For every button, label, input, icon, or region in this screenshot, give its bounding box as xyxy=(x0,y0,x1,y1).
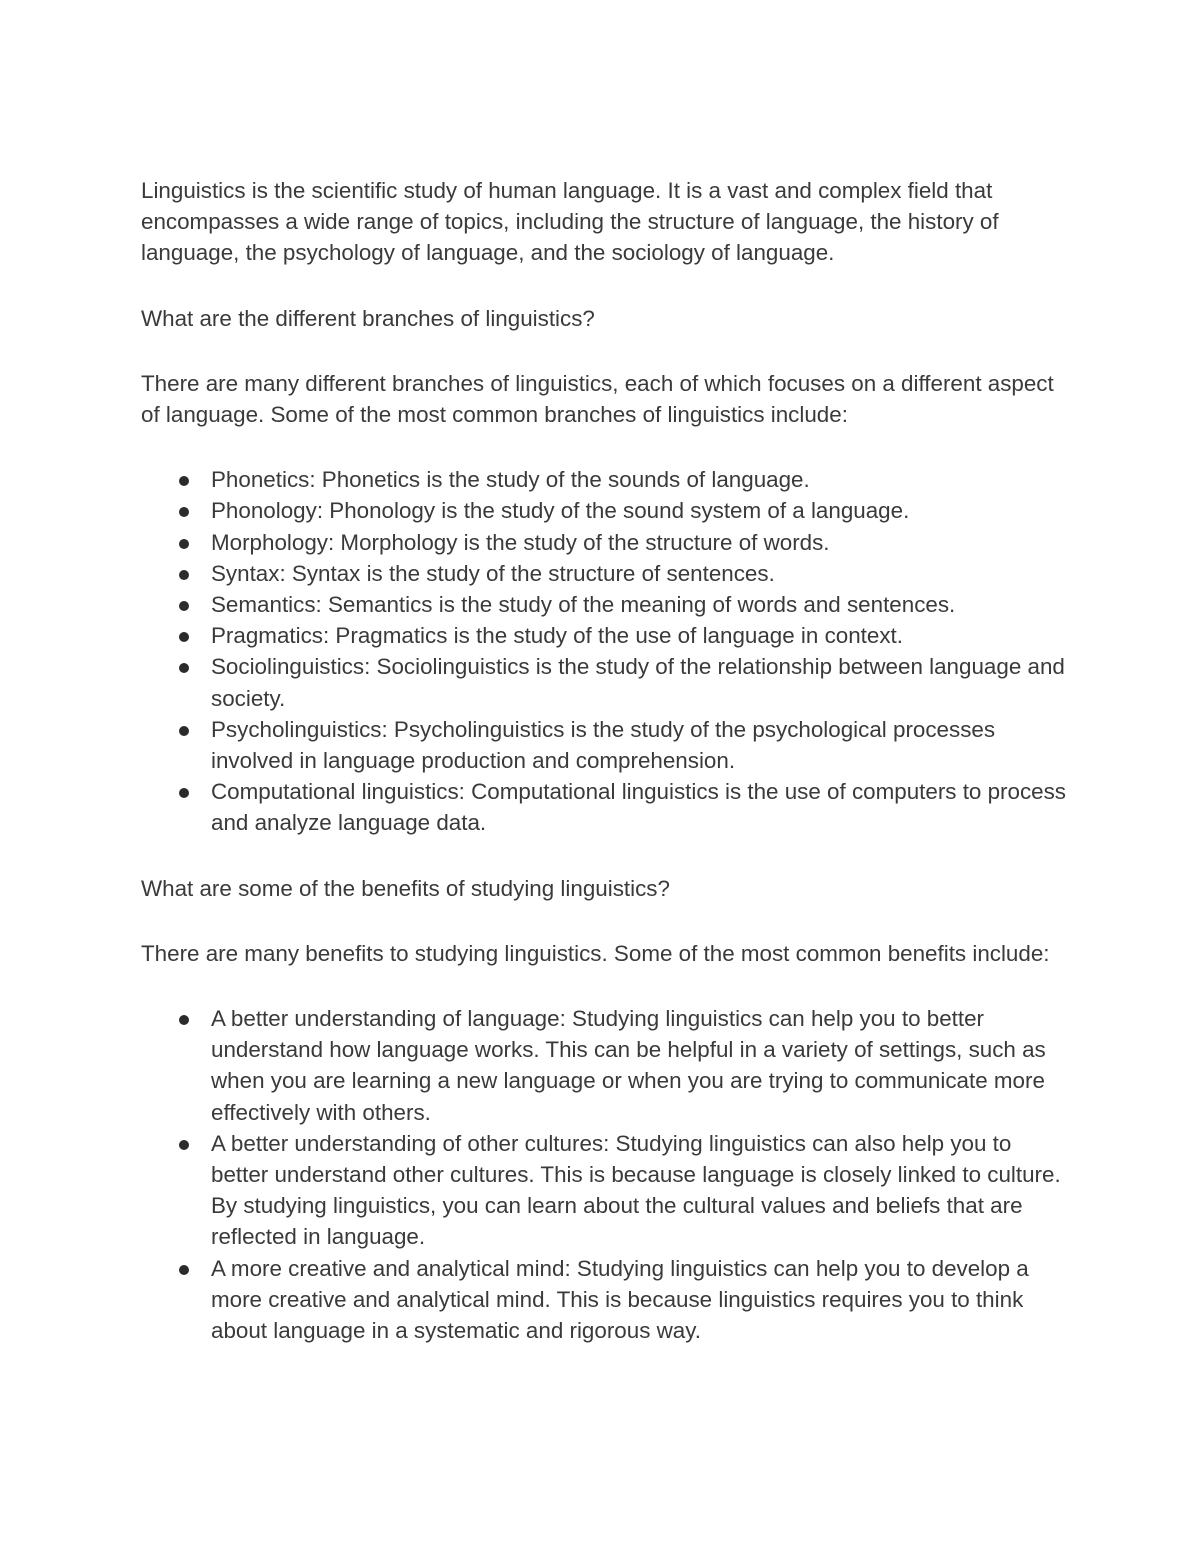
document-page xyxy=(141,175,1071,1380)
list-item-text: Syntax: Syntax is the study of the structure of sentences. xyxy=(211,560,775,586)
list-item-text: Pragmatics: Pragmatics is the study of the use of language in context. xyxy=(211,623,903,649)
list-item-text: A more creative and analytical mind: Studying linguistics can help you to develop a more creative and analytical mind. This is because linguistics requires you to think about language in a systematic and rigorous way. xyxy=(211,1255,1029,1344)
intro-paragraph: Linguistics is the scientific study of human language. It is a vast and complex field that encompasses a wide range of topics, including the structure of language, the history of language, the psychology of language, and the sociology of language. xyxy=(141,178,999,266)
list-item xyxy=(141,1253,1071,1347)
list-item xyxy=(141,1003,1071,1128)
bullet-icon xyxy=(179,632,189,642)
bullet-icon xyxy=(179,601,189,611)
branches-question: What are the different branches of linguistics? xyxy=(141,305,595,331)
list-item xyxy=(141,620,1071,651)
list-item xyxy=(141,1128,1071,1253)
list-item-text: Phonetics: Phonetics is the study of the sounds of language. xyxy=(211,467,810,493)
bullet-icon xyxy=(179,1265,189,1275)
bullet-icon xyxy=(179,663,189,673)
list-item-text: Computational linguistics: Computational linguistics is the use of computers to process and analyze language data. xyxy=(211,779,1066,836)
list-item xyxy=(141,776,1071,838)
benefits-intro-paragraph: There are many benefits to studying linguistics. Some of the most common benefits include: xyxy=(141,940,1050,966)
list-item-text: Psycholinguistics: Psycholinguistics is the study of the psychological processes involved in language production and comprehension. xyxy=(211,716,996,774)
bullet-icon xyxy=(179,507,189,517)
benefits-question: What are some of the benefits of studying linguistics? xyxy=(141,875,670,901)
list-item xyxy=(141,714,1071,776)
branches-intro-paragraph: There are many different branches of linguistics, each of which focuses on a different aspect of language. Some of the most common branches of linguistics include: xyxy=(141,370,1054,428)
list-item-text: A better understanding of language: Studying linguistics can help you to better understand how language works. This can be helpful in a variety of settings, such as when you are learning a new language or when you are trying to communicate more effectively with others. xyxy=(211,1006,1046,1125)
list-item xyxy=(141,464,1071,495)
list-item-text: Semantics: Semantics is the study of the meaning of words and sentences. xyxy=(211,592,956,618)
list-item-text: Phonology: Phonology is the study of the sound system of a language. xyxy=(211,498,910,524)
list-item-text: Morphology: Morphology is the study of the structure of words. xyxy=(211,529,830,555)
list-item xyxy=(141,527,1071,558)
list-item-text: A better understanding of other cultures: Studying linguistics can also help you to better understand other cultures. This is because language is closely linked to culture. By studying linguistics, you can learn about the cultural values and beliefs that are reflected in language. xyxy=(211,1130,1061,1250)
bullet-icon xyxy=(179,539,189,549)
bullet-icon xyxy=(179,726,189,736)
list-item xyxy=(141,589,1071,620)
list-item xyxy=(141,651,1071,713)
list-item-text: Sociolinguistics: Sociolinguistics is the study of the relationship between language and society. xyxy=(211,654,1065,711)
bullet-icon xyxy=(179,1140,189,1150)
list-item xyxy=(141,558,1071,589)
branches-list xyxy=(141,464,1071,838)
bullet-icon xyxy=(179,570,189,580)
list-item xyxy=(141,495,1071,526)
bullet-icon xyxy=(179,788,189,798)
benefits-list xyxy=(141,1003,1071,1346)
bullet-icon xyxy=(179,1015,189,1025)
bullet-icon xyxy=(179,476,189,486)
